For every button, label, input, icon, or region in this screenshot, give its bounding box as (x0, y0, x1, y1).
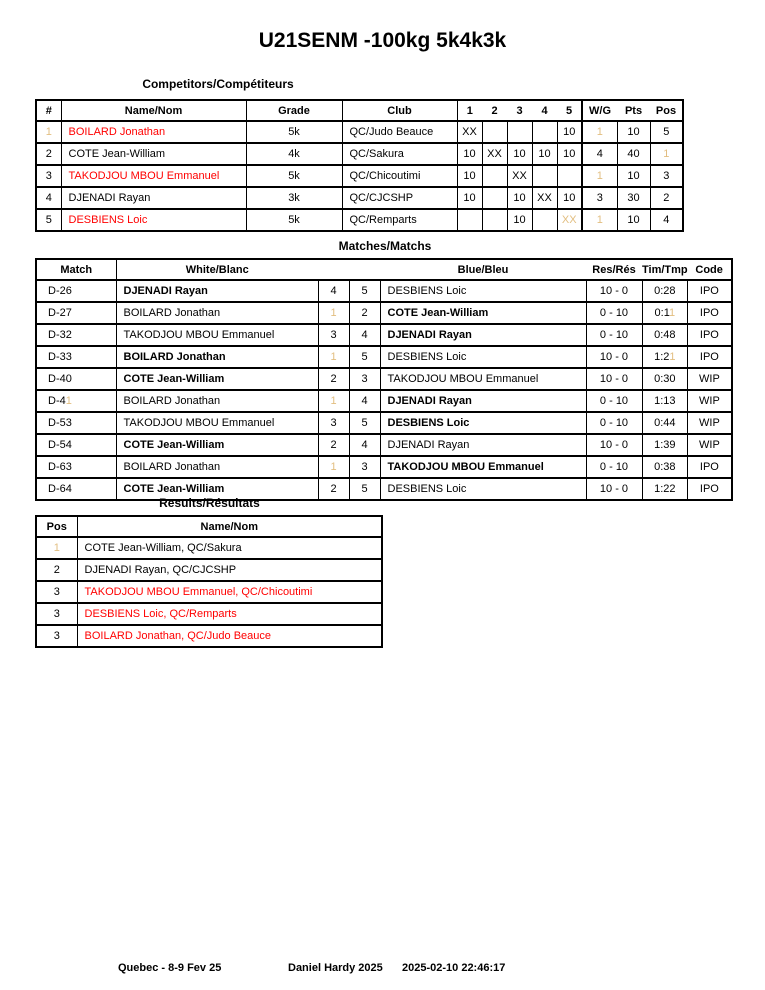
result-cell: 10 - 0 (586, 280, 642, 302)
matches-header-row (36, 259, 732, 280)
competitor-name-cell: TAKODJOU MBOU Emmanuel (61, 165, 246, 187)
time-cell: 0:11 (642, 302, 688, 324)
competitor-name-cell: COTE Jean-William (61, 143, 246, 165)
competitor-club-cell: QC/CJCSHP (342, 187, 457, 209)
competitor-row (36, 121, 683, 143)
score-cell (532, 121, 557, 143)
position-cell: 3 (650, 165, 683, 187)
white-player-cell: COTE Jean-William (116, 478, 318, 500)
time-cell: 1:22 (642, 478, 688, 500)
wins-cell (582, 121, 617, 143)
col-header-position: Pos (650, 100, 683, 121)
col-header-points: Pts (617, 100, 650, 121)
white-number-cell (318, 456, 349, 478)
tan-text: 1 (669, 351, 676, 363)
position-cell: 5 (650, 121, 683, 143)
result-name-cell: COTE Jean-William, QC/Sakura (77, 537, 382, 559)
footer-timestamp: 2025-02-10 22:46:17 (402, 962, 506, 974)
competitor-grade-cell: 4k (246, 143, 342, 165)
match-row (36, 456, 732, 478)
score-cell: 10 (457, 187, 482, 209)
match-id-cell: D-41 (36, 390, 116, 412)
blue-player-cell: TAKODJOU MBOU Emmanuel (380, 456, 586, 478)
blue-number-cell: 4 (349, 324, 380, 346)
col-header-opp2: 2 (482, 100, 507, 121)
points-cell: 10 (617, 165, 650, 187)
score-cell: XX (457, 121, 482, 143)
code-cell: IPO (688, 324, 732, 346)
score-cell: 10 (507, 209, 532, 231)
result-position-cell: 3 (36, 581, 77, 603)
competitor-number-cell: 5 (36, 209, 61, 231)
time-cell: 0:28 (642, 280, 688, 302)
time-cell: 0:48 (642, 324, 688, 346)
blue-player-cell: DESBIENS Loic (380, 412, 586, 434)
tan-text: 1 (65, 395, 72, 407)
blue-number-cell: 5 (349, 478, 380, 500)
page-title: U21SENM -100kg 5k4k3k (258, 29, 507, 52)
result-row (36, 559, 382, 581)
result-position-cell: 3 (36, 603, 77, 625)
score-cell: 10 (457, 143, 482, 165)
white-number-cell (318, 302, 349, 324)
col-header-result: Res/Rés (586, 259, 642, 280)
result-row (36, 603, 382, 625)
result-cell: 10 - 0 (586, 478, 642, 500)
result-position-cell: 2 (36, 559, 77, 581)
blue-player-cell: DESBIENS Loic (380, 346, 586, 368)
points-cell: 10 (617, 121, 650, 143)
wins-cell: 3 (582, 187, 617, 209)
competitor-grade-cell: 5k (246, 165, 342, 187)
score-cell (507, 121, 532, 143)
match-id-cell: D-63 (36, 456, 116, 478)
code-cell: WIP (688, 434, 732, 456)
white-number-cell: 4 (318, 280, 349, 302)
result-row (36, 537, 382, 559)
match-row (36, 324, 732, 346)
code-cell: IPO (688, 346, 732, 368)
match-id-cell: D-64 (36, 478, 116, 500)
white-player-cell: TAKODJOU MBOU Emmanuel (116, 324, 318, 346)
match-id-cell: D-32 (36, 324, 116, 346)
score-cell: 10 (532, 143, 557, 165)
points-cell: 40 (617, 143, 650, 165)
tan-text: 1 (663, 148, 670, 160)
results-heading: Results/Résultats (159, 496, 260, 510)
results-table (35, 515, 383, 648)
competitor-name-cell: DJENADI Rayan (61, 187, 246, 209)
tan-text: 1 (596, 214, 603, 226)
match-id-cell: D-54 (36, 434, 116, 456)
result-cell: 10 - 0 (586, 368, 642, 390)
position-cell: 2 (650, 187, 683, 209)
competitors-table (35, 99, 684, 232)
match-row (36, 412, 732, 434)
blue-player-cell: DJENADI Rayan (380, 324, 586, 346)
results-body (36, 537, 382, 647)
blue-player-cell: TAKODJOU MBOU Emmanuel (380, 368, 586, 390)
white-number-cell (318, 346, 349, 368)
score-cell: XX (482, 143, 507, 165)
result-row (36, 625, 382, 647)
result-position-cell: 3 (36, 625, 77, 647)
code-cell: WIP (688, 390, 732, 412)
score-cell (482, 209, 507, 231)
points-cell: 10 (617, 209, 650, 231)
match-row (36, 390, 732, 412)
match-row (36, 280, 732, 302)
result-row (36, 581, 382, 603)
competitors-header-row (36, 100, 683, 121)
col-header-opp3: 3 (507, 100, 532, 121)
time-cell: 1:13 (642, 390, 688, 412)
spacer-header-white-num (318, 259, 349, 280)
competitor-club-cell: QC/Chicoutimi (342, 165, 457, 187)
blue-number-cell: 4 (349, 390, 380, 412)
time-cell: 1:39 (642, 434, 688, 456)
score-cell: XX (532, 187, 557, 209)
blue-player-cell: DESBIENS Loic (380, 280, 586, 302)
blue-player-cell: DJENADI Rayan (380, 390, 586, 412)
blue-number-cell: 3 (349, 456, 380, 478)
result-cell: 0 - 10 (586, 456, 642, 478)
competitor-grade-cell: 5k (246, 121, 342, 143)
score-cell: 10 (507, 143, 532, 165)
col-header-blue: Blue/Bleu (380, 259, 586, 280)
blue-player-cell: DESBIENS Loic (380, 478, 586, 500)
result-cell: 0 - 10 (586, 412, 642, 434)
white-player-cell: BOILARD Jonathan (116, 390, 318, 412)
col-header-name: Name/Nom (61, 100, 246, 121)
match-id-cell: D-53 (36, 412, 116, 434)
white-player-cell: COTE Jean-William (116, 368, 318, 390)
competitor-number-cell: 2 (36, 143, 61, 165)
white-number-cell: 3 (318, 324, 349, 346)
competitors-body (36, 121, 683, 231)
match-row (36, 346, 732, 368)
spacer-header-blue-num (349, 259, 380, 280)
result-name-cell: DJENADI Rayan, QC/CJCSHP (77, 559, 382, 581)
competitor-name-cell: DESBIENS Loic (61, 209, 246, 231)
col-header-result-pos: Pos (36, 516, 77, 537)
col-header-opp5: 5 (557, 100, 582, 121)
tan-text: 1 (330, 351, 337, 363)
score-cell: 10 (557, 121, 582, 143)
footer-location-date: Quebec - 8-9 Fev 25 (118, 962, 222, 974)
match-row (36, 302, 732, 324)
competitors-heading: Competitors/Compétiteurs (142, 77, 294, 91)
score-cell (457, 209, 482, 231)
competitor-number-cell: 3 (36, 165, 61, 187)
blue-number-cell: 5 (349, 412, 380, 434)
match-row (36, 368, 732, 390)
score-cell (557, 209, 582, 231)
competitor-grade-cell: 3k (246, 187, 342, 209)
white-player-cell: BOILARD Jonathan (116, 346, 318, 368)
tan-text: 1 (330, 461, 337, 473)
competitor-club-cell: QC/Sakura (342, 143, 457, 165)
match-id-cell: D-33 (36, 346, 116, 368)
blue-player-cell: COTE Jean-William (380, 302, 586, 324)
result-cell: 0 - 10 (586, 390, 642, 412)
score-cell (482, 165, 507, 187)
matches-table (35, 258, 733, 501)
blue-number-cell: 5 (349, 346, 380, 368)
white-number-cell: 3 (318, 412, 349, 434)
code-cell: IPO (688, 302, 732, 324)
matches-heading: Matches/Matchs (338, 239, 432, 253)
time-cell: 0:44 (642, 412, 688, 434)
result-name-cell: DESBIENS Loic, QC/Remparts (77, 603, 382, 625)
white-number-cell: 2 (318, 434, 349, 456)
blue-number-cell: 2 (349, 302, 380, 324)
tan-text: 1 (669, 307, 676, 319)
result-name-cell: TAKODJOU MBOU Emmanuel, QC/Chicoutimi (77, 581, 382, 603)
time-cell: 0:30 (642, 368, 688, 390)
competitor-row (36, 187, 683, 209)
results-header-row (36, 516, 382, 537)
competitor-number-cell: 4 (36, 187, 61, 209)
blue-number-cell: 4 (349, 434, 380, 456)
tan-text: 1 (53, 542, 60, 554)
competitor-row (36, 143, 683, 165)
score-cell: XX (507, 165, 532, 187)
result-cell: 10 - 0 (586, 434, 642, 456)
col-header-result-name: Name/Nom (77, 516, 382, 537)
tan-text: 1 (596, 170, 603, 182)
competitor-row (36, 165, 683, 187)
code-cell: IPO (688, 456, 732, 478)
code-cell: IPO (688, 280, 732, 302)
col-header-code: Code (688, 259, 732, 280)
tan-text: XX (561, 214, 577, 226)
time-cell: 0:38 (642, 456, 688, 478)
col-header-opp1: 1 (457, 100, 482, 121)
code-cell: WIP (688, 368, 732, 390)
tan-text: 1 (596, 126, 603, 138)
result-position-cell (36, 537, 77, 559)
col-header-club: Club (342, 100, 457, 121)
code-cell: WIP (688, 412, 732, 434)
competitor-club-cell: QC/Remparts (342, 209, 457, 231)
col-header-white: White/Blanc (116, 259, 318, 280)
score-cell: 10 (457, 165, 482, 187)
competitor-number-cell (36, 121, 61, 143)
col-header-time: Tim/Tmp (642, 259, 688, 280)
score-cell (482, 187, 507, 209)
score-cell (482, 121, 507, 143)
col-header-opp4: 4 (532, 100, 557, 121)
result-cell: 0 - 10 (586, 324, 642, 346)
result-cell: 10 - 0 (586, 346, 642, 368)
blue-number-cell: 3 (349, 368, 380, 390)
score-cell: 10 (557, 143, 582, 165)
score-cell (532, 165, 557, 187)
score-cell (557, 165, 582, 187)
position-cell (650, 143, 683, 165)
points-cell: 30 (617, 187, 650, 209)
white-number-cell (318, 390, 349, 412)
tan-text: 1 (330, 395, 337, 407)
white-number-cell: 2 (318, 478, 349, 500)
white-player-cell: COTE Jean-William (116, 434, 318, 456)
white-player-cell: BOILARD Jonathan (116, 302, 318, 324)
match-id-cell: D-40 (36, 368, 116, 390)
col-header-grade: Grade (246, 100, 342, 121)
competitor-name-cell: BOILARD Jonathan (61, 121, 246, 143)
match-id-cell: D-27 (36, 302, 116, 324)
position-cell: 4 (650, 209, 683, 231)
score-cell (532, 209, 557, 231)
match-id-cell: D-26 (36, 280, 116, 302)
wins-cell: 4 (582, 143, 617, 165)
competitor-club-cell: QC/Judo Beauce (342, 121, 457, 143)
blue-number-cell: 5 (349, 280, 380, 302)
competitor-grade-cell: 5k (246, 209, 342, 231)
tan-text: 1 (330, 307, 337, 319)
wins-cell (582, 209, 617, 231)
score-cell: 10 (507, 187, 532, 209)
result-cell: 0 - 10 (586, 302, 642, 324)
col-header-wins: W/G (582, 100, 617, 121)
match-row (36, 434, 732, 456)
tan-text: 1 (45, 126, 52, 138)
col-header-match: Match (36, 259, 116, 280)
white-player-cell: BOILARD Jonathan (116, 456, 318, 478)
time-cell: 1:21 (642, 346, 688, 368)
white-player-cell: DJENADI Rayan (116, 280, 318, 302)
score-cell: 10 (557, 187, 582, 209)
col-header-number: # (36, 100, 61, 121)
blue-player-cell: DJENADI Rayan (380, 434, 586, 456)
competitor-row (36, 209, 683, 231)
result-name-cell: BOILARD Jonathan, QC/Judo Beauce (77, 625, 382, 647)
code-cell: IPO (688, 478, 732, 500)
white-number-cell: 2 (318, 368, 349, 390)
footer-author: Daniel Hardy 2025 (288, 962, 383, 974)
wins-cell (582, 165, 617, 187)
white-player-cell: TAKODJOU MBOU Emmanuel (116, 412, 318, 434)
matches-body (36, 280, 732, 500)
